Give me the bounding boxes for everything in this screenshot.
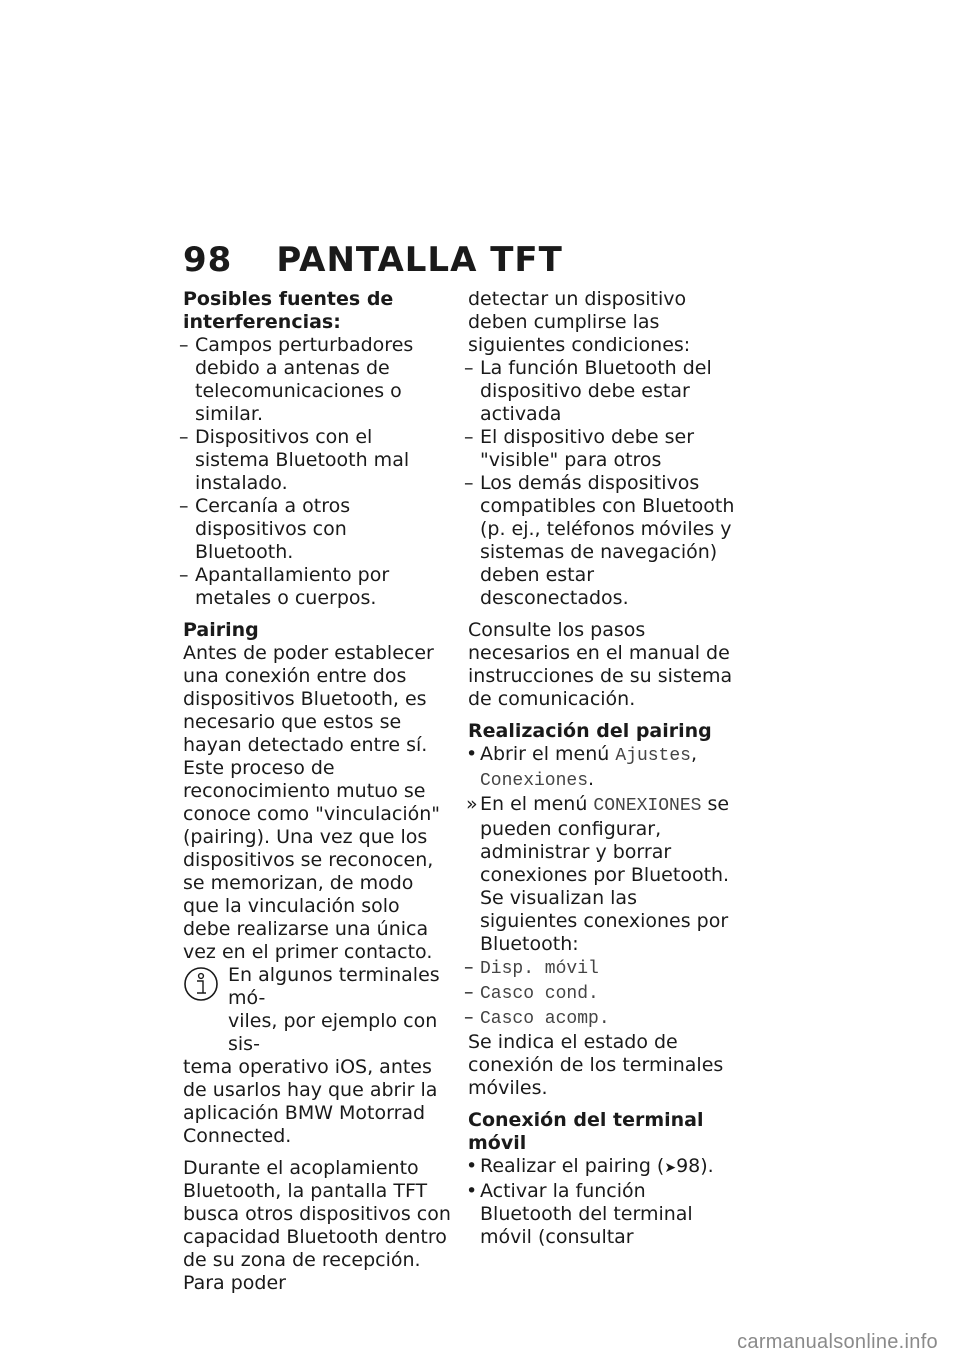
step-text: , bbox=[690, 743, 698, 765]
interference-item: – Campos perturbadores debido a antenas de telecomunicaciones o similar. bbox=[183, 334, 451, 426]
info-icon bbox=[183, 966, 219, 1002]
pairing-heading: Pairing bbox=[183, 619, 259, 641]
condition-item: – La función Bluetooth del dispositivo debe estar activada bbox=[468, 357, 740, 426]
step-text: Abrir el menú bbox=[480, 743, 616, 765]
continuation-paragraph: detectar un dispositivo deben cumplirse las siguientes condiciones: bbox=[468, 288, 691, 356]
info-line: viles, por ejemplo con sis- bbox=[228, 1010, 438, 1055]
step-item: • Activar la función Bluetooth del terminal móvil (consultar bbox=[468, 1180, 740, 1249]
connection-label: Casco acomp. bbox=[480, 1009, 610, 1029]
condition-item: – Los demás dispositivos compatibles con Bluetooth (p. ej., teléfonos móviles y sistemas de navegación) deben estar desconectados. bbox=[468, 472, 740, 610]
result-text: se pueden configurar, administrar y borrar conexiones por Bluetooth. Se visualizan las siguientes conexiones por Bluetooth: bbox=[480, 793, 730, 955]
condition-item: – El dispositivo debe ser "visible" para otros bbox=[468, 426, 740, 472]
step-item bbox=[468, 743, 740, 793]
step-text: . bbox=[588, 768, 595, 790]
menu-conexiones-caps: CONEXIONES bbox=[593, 796, 702, 816]
page-number: 98 bbox=[183, 240, 233, 280]
consult-paragraph: Consulte los pasos necesarios en el manual de instrucciones de su sistema de comunicación. bbox=[468, 619, 733, 710]
connection-label: Casco cond. bbox=[480, 984, 599, 1004]
interference-item: – Dispositivos con el sistema Bluetooth mal instalado. bbox=[183, 426, 451, 495]
interference-item: – Cercanía a otros dispositivos con Bluetooth. bbox=[183, 495, 451, 564]
left-column bbox=[183, 288, 451, 1295]
connection-item bbox=[468, 981, 740, 1006]
step-text: ). bbox=[700, 1155, 714, 1177]
page-reference[interactable]: 98 bbox=[676, 1155, 701, 1177]
connection-item bbox=[468, 956, 740, 981]
page-title: PANTALLA TFT bbox=[276, 240, 563, 280]
result-text: En el menú bbox=[480, 793, 594, 815]
menu-ajustes: Ajustes bbox=[615, 746, 691, 766]
menu-conexiones: Conexiones bbox=[480, 771, 589, 791]
pairing-steps-heading: Realización del pairing bbox=[468, 720, 712, 742]
info-note bbox=[183, 964, 451, 1148]
right-column bbox=[468, 288, 740, 1249]
watermark: carmanualsonline.info bbox=[737, 1331, 938, 1353]
interference-heading: Posibles fuentes de interferencias: bbox=[183, 288, 394, 333]
info-text: tema operativo iOS, antes de usarlos hay que abrir la aplicación BMW Motorrad Connected. bbox=[183, 1056, 438, 1147]
connection-heading: Conexión del terminal móvil bbox=[468, 1109, 704, 1154]
page-ref-arrow-icon: ➤ bbox=[664, 1160, 677, 1176]
connection-item bbox=[468, 1006, 740, 1031]
step-text: Realizar el pairing ( bbox=[480, 1155, 665, 1177]
interference-item: – Apantallamiento por metales o cuerpos. bbox=[183, 564, 451, 610]
info-line: En algunos terminales mó- bbox=[228, 964, 440, 1009]
page-header bbox=[183, 240, 563, 280]
pairing-paragraph: Antes de poder establecer una conexión entre dos dispositivos Bluetooth, es necesario que estos se hayan detectado entre sí. Este proceso de reconocimiento mutuo se conoce como "vinculación" (pairing). Una vez que los dispositivos se reconocen, se memorizan, de modo que la vinculación solo debe realizarse una única vez en el primer contacto. bbox=[183, 642, 441, 963]
result-item bbox=[468, 793, 740, 956]
step-item bbox=[468, 1155, 740, 1180]
scan-paragraph: Durante el acoplamiento Bluetooth, la pantalla TFT busca otros dispositivos con capacidad Bluetooth dentro de su zona de recepción. Para poder bbox=[183, 1157, 451, 1294]
status-paragraph: Se indica el estado de conexión de los terminales móviles. bbox=[468, 1031, 724, 1099]
connection-label: Disp. móvil bbox=[480, 959, 599, 979]
